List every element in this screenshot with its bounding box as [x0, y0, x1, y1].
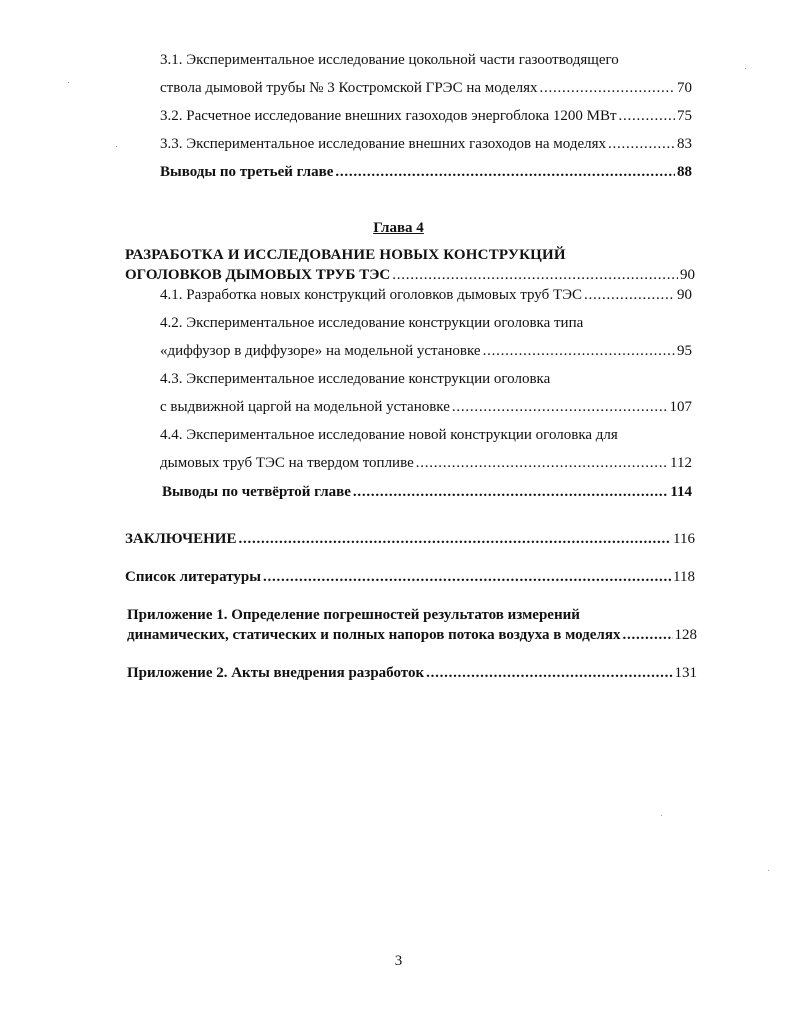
- toc-page-number: 118: [673, 569, 695, 585]
- toc-page-number: 75: [677, 108, 692, 124]
- toc-entry-text: ЗАКЛЮЧЕНИЕ: [125, 531, 237, 547]
- leader-dots: [622, 625, 672, 645]
- toc-page-number: 128: [674, 627, 697, 643]
- toc-page-number: 83: [677, 136, 692, 152]
- toc-entry-text: Выводы по третьей главе: [160, 164, 334, 180]
- leader-dots: [540, 78, 676, 98]
- toc-entry-conclusion[interactable]: [125, 529, 695, 549]
- leader-dots: [416, 453, 668, 473]
- toc-entry-3-1[interactable]: [160, 78, 692, 98]
- leader-dots: [452, 397, 668, 417]
- toc-entry-3-1-line2: ствола дымовой трубы № 3 Костромской ГРЭС на моделях: [160, 80, 538, 96]
- toc-page-number: 112: [670, 455, 692, 471]
- toc-entry-4-4[interactable]: [160, 453, 692, 473]
- toc-entry-chapter-4[interactable]: [125, 265, 695, 285]
- chapter-4-label: Глава 4: [373, 220, 424, 236]
- leader-dots: [392, 265, 678, 285]
- toc-entry-text: Список литературы: [125, 569, 261, 585]
- scan-speck: [68, 82, 69, 83]
- toc-entry-4-2-line2: «диффузор в диффузоре» на модельной установке: [160, 343, 481, 359]
- toc-entry-appendix2[interactable]: [127, 663, 697, 683]
- scan-speck: [768, 870, 769, 871]
- toc-entry-4-4-line2: дымовых труб ТЭС на твердом топливе: [160, 455, 414, 471]
- scan-speck: [661, 815, 662, 816]
- toc-page-number: 70: [677, 80, 692, 96]
- leader-dots: [608, 134, 675, 154]
- toc-entry-4-4-line1: 4.4. Экспериментальное исследование новой конструкции оголовка для: [160, 427, 618, 443]
- leader-dots: [426, 663, 672, 683]
- leader-dots: [238, 529, 671, 549]
- toc-page-number: 95: [677, 343, 692, 359]
- toc-page-number: 88: [677, 164, 692, 180]
- toc-entry-text: 3.2. Расчетное исследование внешних газоходов энергоблока 1200 МВт: [160, 108, 617, 124]
- toc-entry-4-2[interactable]: [160, 341, 692, 361]
- scan-speck: [116, 146, 117, 147]
- leader-dots: [584, 285, 675, 305]
- toc-entry-3-1-line1: 3.1. Экспериментальное исследование цокольной части газоотводящего: [160, 52, 619, 68]
- leader-dots: [483, 341, 675, 361]
- leader-dots: [335, 162, 675, 182]
- toc-entry-4-3-line1: 4.3. Экспериментальное исследование конструкции оголовка: [160, 371, 551, 387]
- toc-entry-text: Выводы по четвёртой главе: [162, 484, 351, 500]
- toc-entry-text: 4.1. Разработка новых конструкций оголовков дымовых труб ТЭС: [160, 287, 583, 303]
- toc-entry-references[interactable]: [125, 567, 695, 587]
- toc-page-number: 116: [673, 531, 695, 547]
- toc-entry-text: 3.3. Экспериментальное исследование внешних газоходов на моделях: [160, 136, 607, 152]
- scan-speck: [745, 68, 746, 69]
- toc-entry-appendix1-line1: Приложение 1. Определение погрешностей результатов измерений: [127, 607, 580, 623]
- toc-entry-3-2[interactable]: [160, 106, 692, 126]
- toc-page-number: 107: [669, 399, 692, 415]
- page-number: 3: [394, 953, 403, 969]
- toc-page-number: 90: [677, 287, 692, 303]
- toc-entry-text: Приложение 2. Акты внедрения разработок: [127, 665, 425, 681]
- toc-entry-4-2-line1: 4.2. Экспериментальное исследование конструкции оголовка типа: [160, 315, 584, 331]
- toc-entry-appendix1-line2: динамических, статических и полных напоров потока воздуха в моделях: [127, 627, 621, 643]
- chapter-4-title-line1: РАЗРАБОТКА И ИССЛЕДОВАНИЕ НОВЫХ КОНСТРУКЦИЙ: [125, 247, 566, 263]
- toc-entry-4-1[interactable]: [160, 285, 692, 305]
- leader-dots: [353, 482, 668, 502]
- toc-entry-3-3[interactable]: [160, 134, 692, 154]
- chapter-4-title-line2: ОГОЛОВКОВ ДЫМОВЫХ ТРУБ ТЭС: [125, 267, 391, 283]
- toc-entry-4-3[interactable]: [160, 397, 692, 417]
- toc-entry-4-3-line2: с выдвижной царгой на модельной установке: [160, 399, 450, 415]
- toc-page-number: 114: [670, 484, 692, 500]
- toc-entry-appendix1[interactable]: [127, 625, 697, 645]
- toc-page-number: 90: [680, 267, 695, 283]
- leader-dots: [263, 567, 671, 587]
- toc-page-number: 131: [674, 665, 697, 681]
- leader-dots: [619, 106, 675, 126]
- toc-entry-ch4-conclusions[interactable]: [162, 482, 692, 502]
- toc-entry-ch3-conclusions[interactable]: [160, 162, 692, 182]
